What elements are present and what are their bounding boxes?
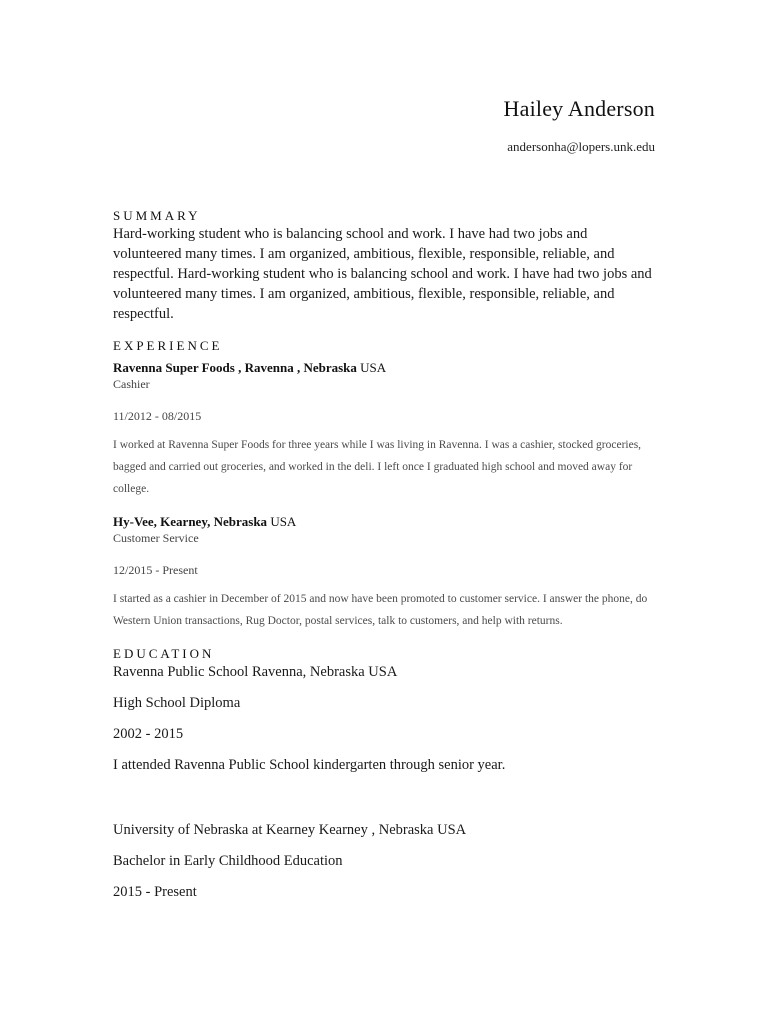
candidate-name: Hailey Anderson	[503, 96, 655, 121]
education-section	[113, 646, 658, 902]
job-company	[113, 360, 658, 376]
job-dates: 11/2012 - 08/2015	[113, 409, 202, 423]
job-entry	[113, 360, 658, 500]
education-dates: 2002 - 2015	[113, 726, 184, 742]
education-description: I attended Ravenna Public School kindergarten through senior year.	[113, 757, 506, 773]
job-country: USA	[270, 514, 297, 529]
experience-section	[113, 338, 658, 632]
education-entry	[113, 662, 658, 775]
job-position: Cashier	[113, 377, 150, 391]
job-company	[113, 514, 658, 530]
education-heading: EDUCATION	[113, 646, 215, 661]
job-country: USA	[360, 360, 387, 375]
school-name: Ravenna Public School Ravenna, Nebraska USA	[113, 664, 398, 680]
experience-heading: EXPERIENCE	[113, 338, 223, 353]
degree: Bachelor in Early Childhood Education	[113, 853, 343, 869]
education-dates: 2015 - Present	[113, 884, 197, 900]
job-company-name: Ravenna Super Foods , Ravenna , Nebraska	[113, 360, 357, 375]
job-description: I started as a cashier in December of 2015 and now have been promoted to customer service. I answer the phone, do Western Union transactions, Rug Doctor, postal services, talk to customers, and help with returns.	[113, 593, 648, 627]
job-position: Customer Service	[113, 531, 199, 545]
spacer	[113, 786, 658, 820]
education-entry	[113, 820, 658, 902]
school-name: University of Nebraska at Kearney Kearney , Nebraska USA	[113, 822, 467, 838]
job-description: I worked at Ravenna Super Foods for three years while I was living in Ravenna. I was a cashier, stocked groceries, bagged and carried out groceries, and worked in the deli. I left once I graduated high school and moved away for college.	[113, 439, 642, 495]
resume-content	[113, 208, 658, 913]
job-entry	[113, 514, 658, 632]
summary-heading: SUMMARY	[113, 208, 201, 223]
summary-text: Hard-working student who is balancing school and work. I have had two jobs and volunteered many times. I am organized, ambitious, flexible, responsible, reliable, and respectful. Hard-working student who is balancing school and work. I have had two jobs and volunteered many times. I am organized, ambitious, flexible, responsible, reliable, and respectful.	[113, 226, 652, 322]
job-company-name: Hy-Vee, Kearney, Nebraska	[113, 514, 268, 529]
summary-section	[113, 208, 658, 324]
degree: High School Diploma	[113, 695, 241, 711]
job-dates: 12/2015 - Present	[113, 563, 198, 577]
email-address: andersonha@lopers.unk.edu	[507, 139, 655, 154]
